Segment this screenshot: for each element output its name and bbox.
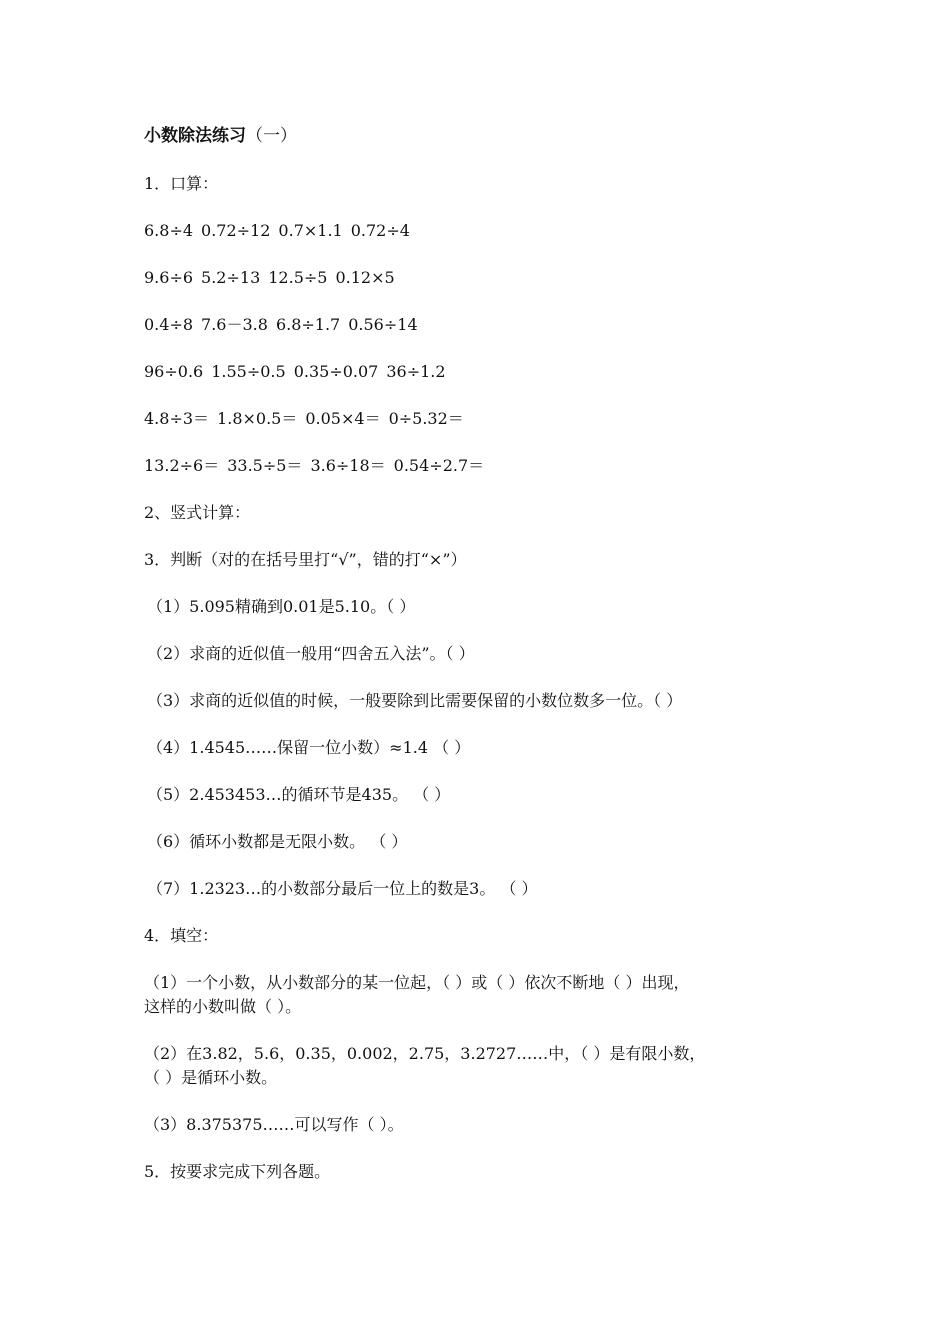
- page-title: [144, 124, 824, 148]
- section-1-heading: 1．口算：: [144, 174, 219, 193]
- oral-calc-expression: 0÷5.32＝: [388, 409, 464, 428]
- fill-item-2: [144, 1042, 824, 1090]
- oral-calc-expression: 0.05×4＝: [305, 409, 381, 428]
- oral-calc-expression: 1.8×0.5＝: [217, 409, 298, 428]
- oral-calc-expression: 6.8÷1.7: [275, 315, 341, 334]
- title-text: 小数除法练习: [144, 126, 246, 146]
- worksheet-page: [144, 124, 824, 1207]
- oral-calc-row: [144, 360, 824, 384]
- section-3-heading: 3．判断（对的在括号里打“√”，错的打“×”）: [144, 550, 467, 569]
- oral-calc-expression: 0.56÷14: [348, 315, 418, 334]
- oral-calc-row: [144, 266, 824, 290]
- fill-item-1: [144, 971, 824, 1019]
- fill-item-1-line-2: 这样的小数叫做（ ）。: [144, 997, 302, 1016]
- oral-calc-expression: 1.55÷0.5: [211, 362, 286, 381]
- judge-item-1: （1）5.095精确到0.01是5.10。（ ）: [147, 597, 416, 616]
- judge-item-6: （6）循环小数都是无限小数。 （ ）: [147, 832, 408, 851]
- oral-calc-expression: 9.6÷6: [144, 268, 194, 287]
- oral-calc-expression: 0.35÷0.07: [293, 362, 379, 381]
- oral-calc-expression: 0.72÷12: [201, 221, 271, 240]
- oral-calc-expression: 36÷1.2: [386, 362, 446, 381]
- oral-calc-expression: 7.6－3.8: [201, 315, 268, 334]
- oral-calc-expression: 12.5÷5: [268, 268, 328, 287]
- oral-calc-rows: [144, 219, 824, 478]
- oral-calc-expression: 5.2÷13: [201, 268, 261, 287]
- oral-calc-expression: 3.6÷18＝: [310, 456, 386, 475]
- title-paren: （一）: [246, 126, 297, 146]
- oral-calc-expression: 0.7×1.1: [278, 221, 343, 240]
- judge-item-5: （5）2.453453…的循环节是435。 （ ）: [147, 785, 451, 804]
- section-4-heading: 4．填空：: [144, 926, 219, 945]
- oral-calc-row: [144, 219, 824, 243]
- oral-calc-expression: 96÷0.6: [144, 362, 204, 381]
- oral-calc-expression: 6.8÷4: [144, 221, 194, 240]
- oral-calc-expression: 33.5÷5＝: [227, 456, 303, 475]
- fill-item-2-line-2: （ ）是循环小数。: [144, 1068, 278, 1087]
- oral-calc-row: [144, 454, 824, 478]
- section-2-heading: 2、竖式计算：: [144, 503, 251, 522]
- oral-calc-expression: 13.2÷6＝: [144, 456, 220, 475]
- oral-calc-expression: 0.4÷8: [144, 315, 194, 334]
- judge-item-7: （7）1.2323…的小数部分最后一位上的数是3。 （ ）: [147, 879, 538, 898]
- fill-item-1-line-1: （1）一个小数，从小数部分的某一位起，（ ）或（ ）依次不断地（ ）出现，: [144, 973, 690, 992]
- judge-item-4: （4）1.4545……保留一位小数）≈1.4 （ ）: [147, 738, 471, 757]
- fill-item-2-line-1: （2）在3.82，5.6，0.35，0.002，2.75，3.2727……中，（ ）是有限小数，: [144, 1044, 706, 1063]
- oral-calc-row: [144, 407, 824, 431]
- oral-calc-expression: 0.12×5: [335, 268, 395, 287]
- oral-calc-expression: 4.8÷3＝: [144, 409, 210, 428]
- judge-item-2: （2）求商的近似值一般用“四舍五入法”。（ ）: [147, 644, 475, 663]
- fill-item-3: （3）8.375375……可以写作（ ）。: [144, 1115, 404, 1134]
- oral-calc-expression: 0.54÷2.7＝: [393, 456, 485, 475]
- oral-calc-row: [144, 313, 824, 337]
- oral-calc-expression: 0.72÷4: [350, 221, 410, 240]
- judge-item-3: （3）求商的近似值的时候，一般要除到比需要保留的小数位数多一位。（ ）: [147, 691, 683, 710]
- section-5-heading: 5．按要求完成下列各题。: [144, 1162, 331, 1181]
